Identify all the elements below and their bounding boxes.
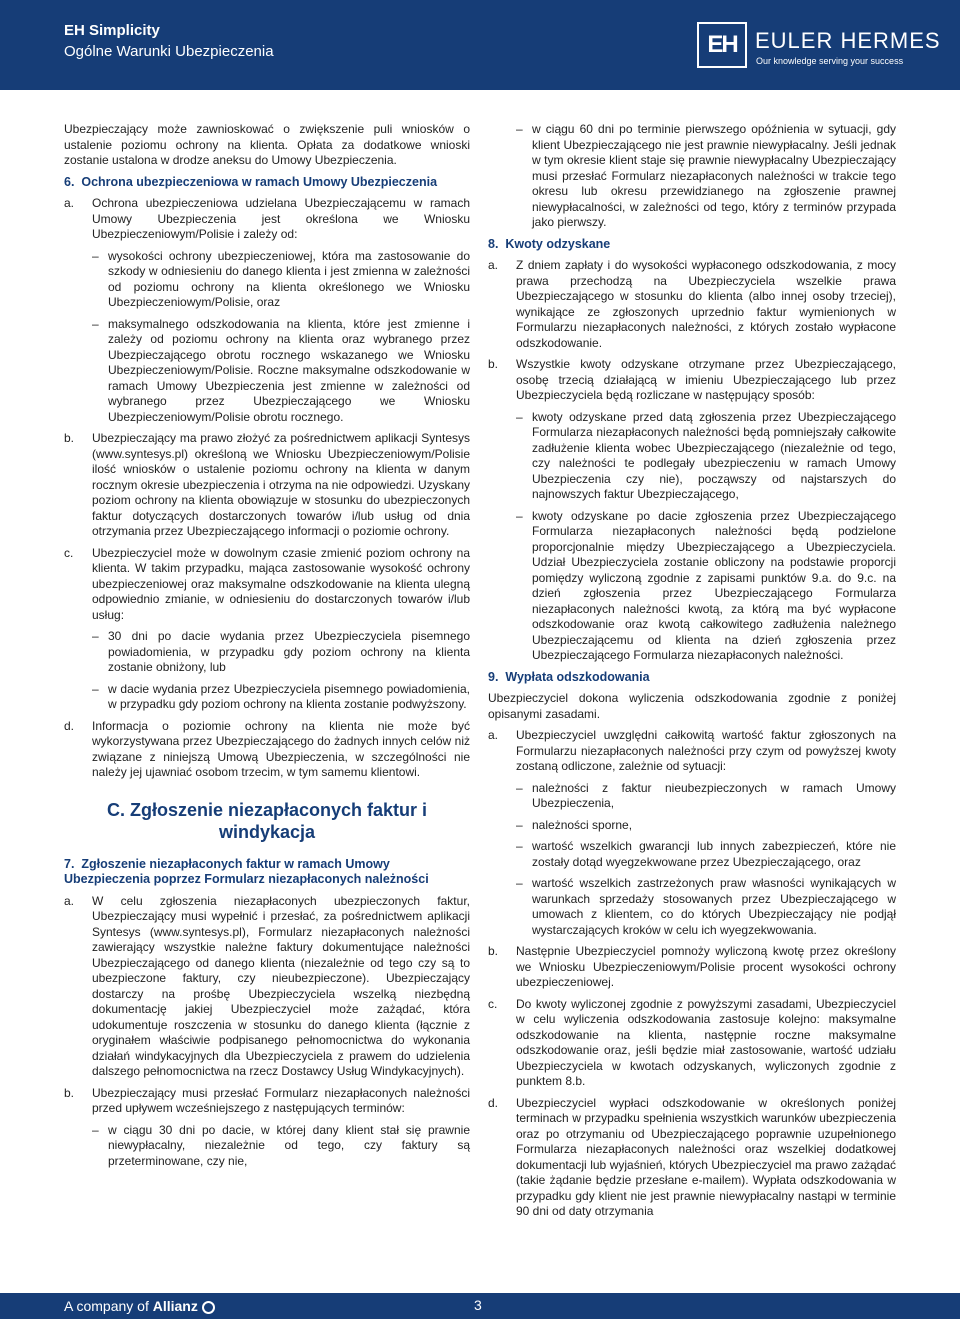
item-label: d. [64,718,75,733]
dash-item: – kwoty odzyskane po dacie zgłoszenia przez Ubezpieczającego Formularza niezapłaconych należności będą podzielone proporcjonalnie między Ubezpieczającego a Ubezpieczyciela. Udział Ubezpieczyciela zostanie obliczony na podstawie proporcji pomiędzy wyliczoną zgodnie z zapisami punktów 9.a. do 9.c. na dzień zgłoszenia przez Ubezpieczającego Formularza niezapłaconych należności kwotą, za którą ma być wypłacone odszkodowanie oraz kwotą całkowitego zadłużenia należnego Ubezpieczającemu od klienta na dzień zgłoszenia przez Ubezpieczającego Formularza niezapłaconych należności. [516,508,896,662]
dash-item: – wartość wszelkich gwarancji lub innych zabezpieczeń, które nie zostały dotąd wyegzekwowane przez Ubezpieczającego, oraz [516,839,896,869]
dash-item: – 30 dni po dacie wydania przez Ubezpieczyciela pisemnego powiadomienia, w przypadku gdy poziom ochrony na klienta zostanie obniżony, lub [92,629,470,674]
dash-text: należności z faktur nieubezpieczonych w ramach Umowy Ubezpieczenia, [532,780,896,810]
logo-mark-text: EH [707,31,737,58]
dash-item: – w ciągu 30 dni po dacie, w której dany klient stał się prawnie niewypłacalny, niezależnie od tego, czy faktury są przeterminowane, czy nie, [92,1122,470,1168]
item-text: Ubezpieczyciel wypłaci odszkodowanie w określonych poniżej terminach w przypadku spełnienia wszystkich warunków ubezpieczenia oraz po otrzymaniu od Ubezpieczającego poprawnie uzupełnionego Formularza niezapłaconych należności oraz wszelkiej dodatkowej dokumentacji lub wyjaśnień, których Ubezpieczyciel ma prawo zażądać (takie żądanie będzie przesłane e-mailem). Wypłata odszkodowania w przypadku gdy klient nie jest prawnie niewypłacalny nastąpi w terminie 90 dni od daty otrzymania [516,1095,896,1218]
item-label: d. [488,1095,499,1110]
dash-item: – kwoty odzyskane przed datą zgłoszenia przez Ubezpieczającego Formularza niezapłaconych należności będą pomniejszały całkowite zadłużenie klienta wobec Ubezpieczającego (niezależnie od tego, czy należności te podlegały ubezpieczeniu w ramach Umowy Ubezpieczenia czy nie), począwszy od najstarszych do najnowszych faktur Ubezpieczającego, [516,409,896,501]
left-column [64,122,470,1175]
item-text: Ubezpieczyciel uwzględni całkowitą wartość faktur zgłoszonych na Formularzu niezapłaconych należności przy czym od powyższej kwoty zostaną odliczone, zależnie od sytuacji: [516,728,896,773]
item-text: Z dniem zapłaty i do wysokości wypłaconego odszkodowania, z mocy prawa przechodzą na Ubezpieczyciela wszelkie prawa Ubezpieczającego w stosunku do klienta (albo innej osoby trzeciej), wynikające ze zgłoszonych uprzednio faktur wymienionych w Formularzu niezapłaconych należności, z których zostało wypłacone odszkodowanie. [516,258,896,350]
list-item [488,944,896,991]
paragraph: Ubezpieczający może zawnioskować o zwiększenie puli wniosków o ustalenie poziomu ochrony na klienta. Opłata za dodatkowe wnioski zostanie ustalona w drodze aneksu do Umowy Ubezpieczenia. [64,122,470,167]
list-item [488,997,896,1090]
item-label: b. [64,1085,75,1100]
euler-hermes-logo-mark [697,22,747,68]
section-heading-6: 6. Ochrona ubezpieczeniowa w ramach Umowy Ubezpieczenia [64,174,438,189]
logo-tagline: Our knowledge serving your success [756,56,904,66]
company-prefix: A company of [64,1298,149,1314]
page-header [0,0,960,90]
allianz-logo-text: Allianz [152,1298,198,1314]
dash-text: wartość wszelkich zastrzeżonych praw własności wynikających w warunkach sprzedaży stosowanych przez Ubezpieczającego w umowach z klientem, co do których Ubezpieczający nie podjął wystarczających kroków w celu ich wyegzekwowania. [532,876,896,937]
list-item [488,258,896,351]
item-text: W celu zgłoszenia niezapłaconych ubezpieczonych faktur, Ubezpieczający musi wypełnić i przesłać, za pośrednictwem aplikacji Syntesys (www.syntesys.pl), Formularz niezapłaconych należności zawierający wszystkie należne faktury dokumentujące należności Ubezpieczającego od danego klienta (niezależnie od tego czy są to ubezpieczone faktury, czy nieubezpieczone). Ubezpieczający dostarczy na prośbę Ubezpieczyciela wszelką niezbędną dokumentację jakiej Ubezpieczyciel może zażądać, która udokumentuje roszczenia w stosunku do danego klienta (łącznie z oryginałem właściwie podpisanego pełnomocnictwa do wykonania działań windykacyjnych dla Ubezpieczyciela z prawem do udzielenia dalszego pełnomocnictwa na rzecz Dostawcy Usług Windykacyjnych). [92,893,470,1078]
page-footer [0,1293,960,1319]
product-title: EH Simplicity [64,22,160,39]
item-text: Ubezpieczyciel może w dowolnym czasie zmienić poziom ochrony na klienta. W takim przypadku, mająca zastosowanie wysokość ochrony ubezpieczeniowej oraz maksymalne odszkodowanie na klienta ulegną odpowiednio zmianie, w odniesieniu do dostarczonych towarów i/lub usług: [92,545,470,622]
dash-text: należności sporne, [532,817,633,832]
dash-item: – wysokości ochrony ubezpieczeniowej, która ma zastosowanie do szkody w odniesieniu do danego klienta i jest zmienna w zależności od poziomu ochrony na klienta określonego we Wniosku Ubezpieczeniowym/Polisie, oraz [92,248,470,309]
item-text: Następnie Ubezpieczyciel pomnoży wyliczoną kwotę przez określony we Wniosku Ubezpieczeniowym/Polisie procent wysokości ochrony ubezpieczeniowej. [516,944,896,989]
dash-text: maksymalnego odszkodowania na klienta, które jest zmienne i zależy od poziomu ochrony na klienta oraz wybranego przez Ubezpieczającego obrotu rocznego wskazanego we Wniosku Ubezpieczeniowym/Polisie. Roczne maksymalne odszkodowanie w ramach Umowy Ubezpieczenia jest zmienne w zależności od wybranego przez Ubezpieczającego we Wniosku Ubezpieczeniowym/Polisie obrotu rocznego. [108,316,470,424]
list-item [64,719,470,781]
list-item [64,894,470,1080]
item-label: c. [488,996,498,1011]
dash-text: w dacie wydania przez Ubezpieczyciela pisemnego powiadomienia, w przypadku gdy poziom ochrony na klienta zostanie podwyższony. [108,681,470,711]
item-text: Informacja o poziomie ochrony na klienta nie może być wykorzystywana przez Ubezpieczającego do żadnych innych celów niż związane z niniejszą Umową Ubezpieczenia, w szczególności nie należy jej ujawniać osobom trzecim, w tym samemu klientowi. [92,718,470,779]
item-label: b. [488,944,499,958]
list-item [488,357,896,404]
logo-name: EULER HERMES [755,28,941,53]
dash-item: – należności sporne, [516,818,896,834]
section-heading-9: 9. Wypłata odszkodowania [488,669,650,684]
item-text: Ubezpieczający musi przesłać Formularz niezapłaconych należności przed upływem wcześniejszego z następujących terminów: [92,1085,470,1115]
dash-item: – wartość wszelkich zastrzeżonych praw własności wynikających w warunkach sprzedaży stosowanych przez Ubezpieczającego w umowach z klientem, co do których Ubezpieczający nie podjął wystarczających kroków w celu ich wyegzekwowania. [516,876,896,937]
item-label: b. [64,431,75,445]
item-label: a. [488,728,499,742]
item-label: b. [488,357,499,371]
document-title: Ogólne Warunki Ubezpieczenia [64,43,274,60]
item-text: Ochrona ubezpieczeniowa udzielana Ubezpieczającemu w ramach Umowy Ubezpieczenia jest określona we Wniosku Ubezpieczeniowym/Polisie i zależy od: [92,196,470,241]
allianz-eagle-icon [202,1301,215,1314]
dash-text: 30 dni po dacie wydania przez Ubezpieczyciela pisemnego powiadomienia, w przypadku gdy poziom ochrony na klienta zostanie obniżony, lub [108,629,470,674]
page-number: 3 [474,1297,482,1313]
section-heading-8: 8. Kwoty odzyskane [488,236,611,251]
dash-text: wartość wszelkich gwarancji lub innych zabezpieczeń, które nie zostały dotąd wyegzekwowane przez Ubezpieczającego, oraz [532,839,896,869]
chapter-heading-c: C. Zgłoszenie niezapłaconych faktur i windykacja [106,799,428,842]
item-text: Ubezpieczający ma prawo złożyć za pośrednictwem aplikacji Syntesys (www.syntesys.pl) określoną we Wniosku Ubezpieczeniowym/Polisie ilość wniosków o ustalenie poziomu ochrony na klienta w danym rocznym okresie ubezpieczenia i otrzyma na nie odpowiedzi. Uzyskany poziom ochrony na klienta obowiązuje w stosunku do ubezpieczonych faktur dotyczących dostarczonych towarów i/lub usług od dnia otrzymania przez Ubezpieczającego informacji o poziomie ochrony. [92,431,470,538]
item-label: c. [64,545,74,560]
right-column [488,122,896,1226]
list-item [64,546,470,624]
list-item [488,728,896,775]
dash-text: w ciągu 30 dni po dacie, w której dany klient stał się prawnie niewypłacalny, niezależnie od tego, czy faktury są przeterminowane, czy nie, [108,1122,470,1168]
list-item [64,196,470,243]
dash-text: kwoty odzyskane przed datą zgłoszenia przez Ubezpieczającego Formularza niezapłaconych należności będą pomniejszały całkowite zadłużenie klienta wobec Ubezpieczającego (niezależnie od tego, czy należności te podlegały ubezpieczeniu w ramach Umowy Ubezpieczenia czy nie), począwszy od najstarszych do najnowszych faktur Ubezpieczającego, [532,409,896,501]
list-item [64,1086,470,1117]
section-heading-7: 7. Zgłoszenie niezapłaconych faktur w ramach Umowy Ubezpieczenia poprzez Formularz niezapłaconych należności [64,856,429,886]
item-label: a. [488,258,499,272]
list-item [488,1096,896,1220]
item-label: a. [64,893,75,908]
dash-item: – należności z faktur nieubezpieczonych w ramach Umowy Ubezpieczenia, [516,780,896,810]
dash-text: wysokości ochrony ubezpieczeniowej, która ma zastosowanie do szkody w odniesieniu do danego klienta i jest zmienna w zależności od poziomu ochrony na klienta określonego we Wniosku Ubezpieczeniowym/Polisie, oraz [108,248,470,309]
dash-item: – w ciągu 60 dni po terminie pierwszego opóźnienia w sytuacji, gdy klient Ubezpieczającego nie jest prawnie niewypłacalny. Jeśli jednak w tym okresie klient staje się prawnie niewypłacalny Ubezpieczający musi przesłać Formularz niezapłaconych należności w trakcie tego okresu lub okresu przewidzianego na zgłoszenie prawnej niewypłacalności, w zależności od tego, który z terminów przypada jako pierwszy. [516,122,896,229]
item-text: Wszystkie kwoty odzyskane otrzymane przez Ubezpieczającego, osobę trzecią działającą w imieniu Ubezpieczającego lub przez Ubezpieczyciela będą rozliczane w następujący sposób: [516,357,896,402]
dash-text: w ciągu 60 dni po terminie pierwszego opóźnienia w sytuacji, gdy klient Ubezpieczającego nie jest prawnie niewypłacalny. Jeśli jednak w tym okresie klient staje się prawnie niewypłacalny Ubezpieczający musi przesłać Formularz niezapłaconych należności w trakcie tego okresu lub okresu przewidzianego na zgłoszenie prawnej niewypłacalności, w zależności od tego, który z terminów przypada jako pierwszy. [532,122,896,229]
item-label: a. [64,196,75,210]
list-item [64,431,470,540]
paragraph: Ubezpieczyciel dokona wyliczenia odszkodowania zgodnie z poniżej opisanymi zasadami. [488,691,896,721]
item-text: Do kwoty wyliczonej zgodnie z powyższymi zasadami, Ubezpieczyciel w celu wyliczenia odszkodowania zastosuje kolejno: maksymalne odszkodowanie na klienta, następnie roczne maksymalne odszkodowanie oraz, jeśli będzie miał zastosowanie, wartość udziału Ubezpieczyciela w kwotach odzyskanych, wyliczonych zgodnie z punktem 8.b. [516,996,896,1088]
dash-text: kwoty odzyskane po dacie zgłoszenia przez Ubezpieczającego Formularza niezapłaconych należności będą podzielone proporcjonalnie między Ubezpieczającego a Ubezpieczyciela. Udział Ubezpieczyciela zostanie obliczony na podstawie proporcji pomiędzy wyliczoną zgodnie z zapisami punktów 9.a. do 9.c. na dzień zgłoszenia przez Ubezpieczającego Formularza niezapłaconych należności kwotą, za którą ma być wypłacone odszkodowanie oraz kwotą całkowitego zadłużenia należnego Ubezpieczającemu od klienta na dzień zgłoszenia przez Ubezpieczającego Formularza niezapłaconych należności. [532,508,896,662]
dash-item: – maksymalnego odszkodowania na klienta, które jest zmienne i zależy od poziomu ochrony na klienta oraz wybranego przez Ubezpieczającego obrotu rocznego wskazanego we Wniosku Ubezpieczeniowym/Polisie. Roczne maksymalne odszkodowanie w ramach Umowy Ubezpieczenia jest zmienne w zależności od wybranego przez Ubezpieczającego we Wniosku Ubezpieczeniowym/Polisie obrotu rocznego. [92,316,470,424]
dash-item: – w dacie wydania przez Ubezpieczyciela pisemnego powiadomienia, w przypadku gdy poziom ochrony na klienta zostanie podwyższony. [92,681,470,711]
company-line [64,1298,215,1314]
